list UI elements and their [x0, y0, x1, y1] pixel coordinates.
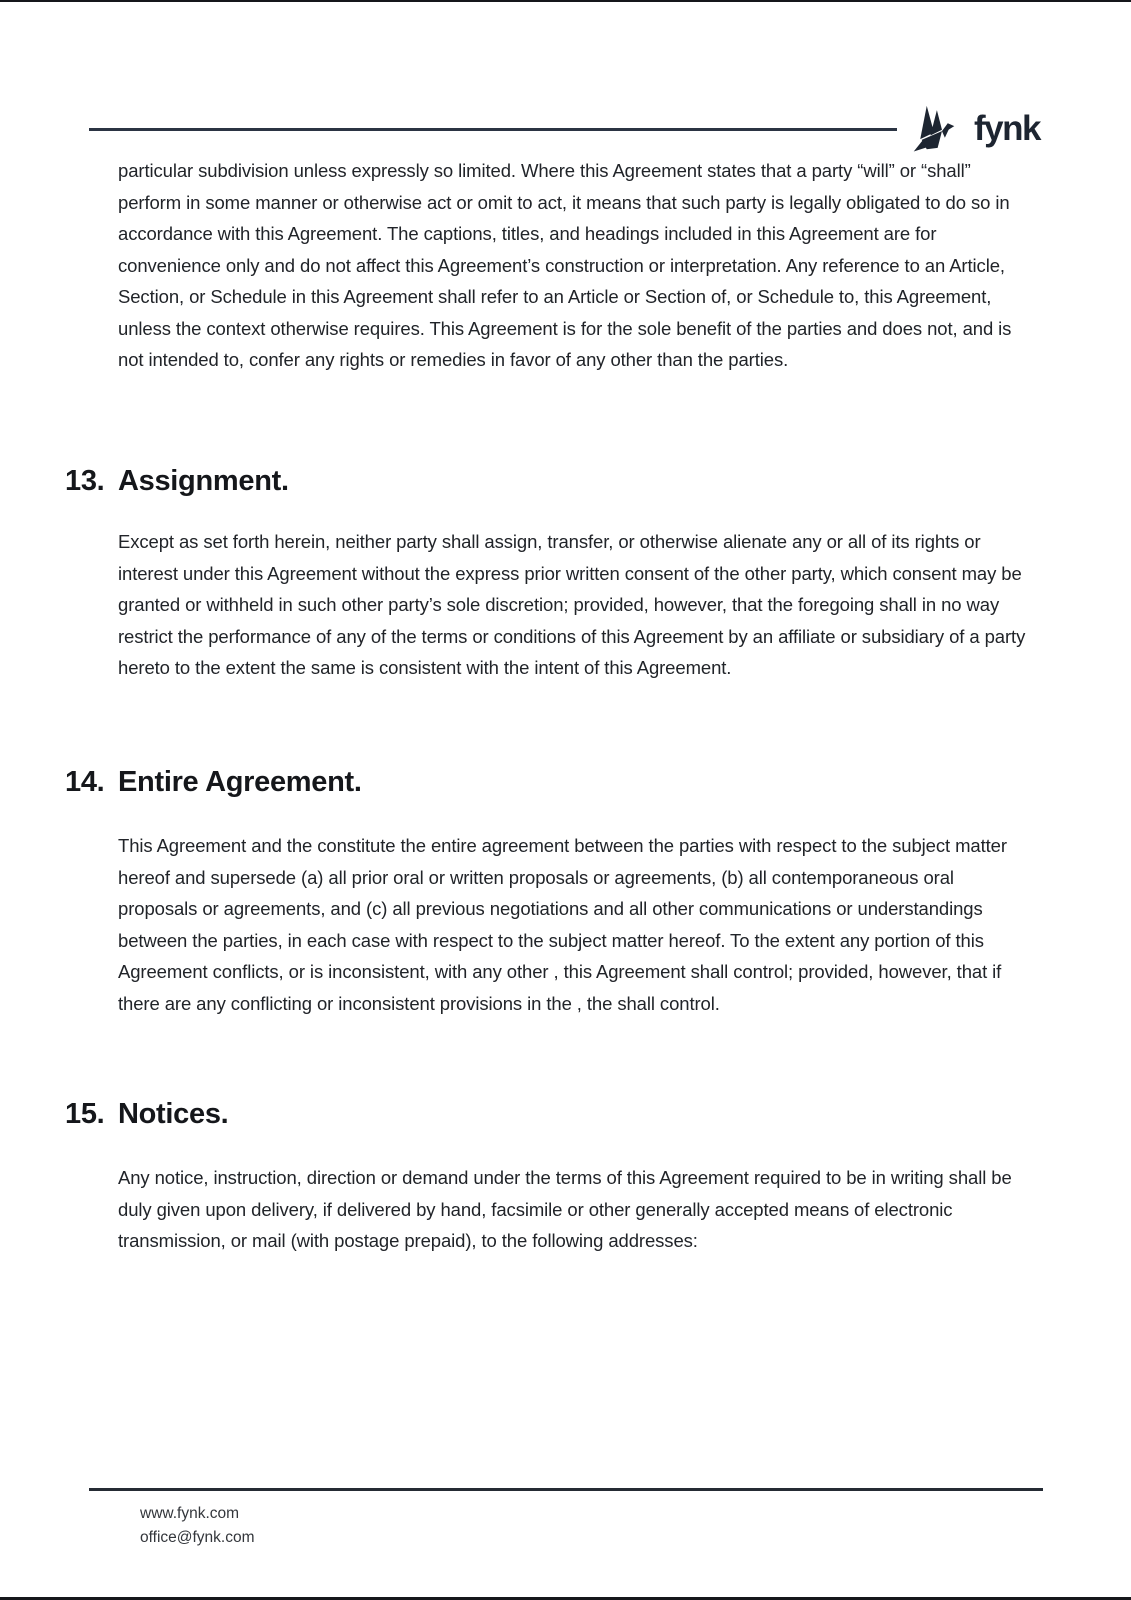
- fynk-logo: [913, 99, 1040, 159]
- fynk-wordmark: fynk: [974, 109, 1040, 148]
- section-13-body: Except as set forth herein, neither party shall assign, transfer, or otherwise alienate any or all of its rights or interest under this Agreement without the express prior written consent of the other party, which consent may be granted or withheld in such other party’s sole discretion; provided, however, that the foregoing shall in no way restrict the performance of any of the terms or conditions of this Agreement by an affiliate or subsidiary of a party hereto to the extent the same is consistent with the intent of this Agreement.: [118, 531, 1026, 678]
- origami-crane-icon: [913, 100, 955, 158]
- section-title: Assignment.: [118, 465, 289, 497]
- header-rule: [89, 128, 897, 131]
- section-title: Notices.: [118, 1098, 229, 1130]
- section-number: 15.: [65, 1098, 105, 1130]
- footer-rule: [89, 1488, 1043, 1491]
- section-14-heading: [65, 764, 362, 800]
- section-13-heading: [65, 463, 289, 499]
- footer-website: www.fynk.com: [140, 1505, 240, 1522]
- section-14-body: This Agreement and the constitute the entire agreement between the parties with respect to the subject matter hereof and supersede (a) all prior oral or written proposals or agreements, (b) all contemporaneous oral proposals or agreements, and (c) all previous negotiations and all other communications or understandings between the parties, in each case with respect to the subject matter hereof. To the extent any portion of this Agreement conflicts, or is inconsistent, with any other , this Agreement shall control; provided, however, that if there are any conflicting or inconsistent provisions in the , the shall control.: [118, 835, 1007, 1014]
- section-15-body: Any notice, instruction, direction or demand under the terms of this Agreement required to be in writing shall be duly given upon delivery, if delivered by hand, facsimile or other generally accepted means of electronic transmission, or mail (with postage prepaid), to the following addresses:: [118, 1167, 1012, 1251]
- section-title: Entire Agreement.: [118, 766, 362, 798]
- page-edge-top: [0, 0, 1131, 2]
- continuation-paragraph: particular subdivision unless expressly so limited. Where this Agreement states that a party “will” or “shall” perform in some manner or otherwise act or omit to act, it means that such party is legally obligated to do so in accordance with this Agreement. The captions, titles, and headings included in this Agreement are for convenience only and do not affect this Agreement’s construction or interpretation. Any reference to an Article, Section, or Schedule in this Agreement shall refer to an Article or Section of, or Schedule to, this Agreement, unless the context otherwise requires. This Agreement is for the sole benefit of the parties and does not, and is not intended to, confer any rights or remedies in favor of any other than the parties.: [118, 160, 1012, 370]
- footer-email: office@fynk.com: [140, 1529, 255, 1546]
- section-number: 13.: [65, 465, 105, 497]
- section-15-heading: [65, 1096, 228, 1132]
- section-number: 14.: [65, 766, 105, 798]
- footer-contact: [140, 1502, 255, 1550]
